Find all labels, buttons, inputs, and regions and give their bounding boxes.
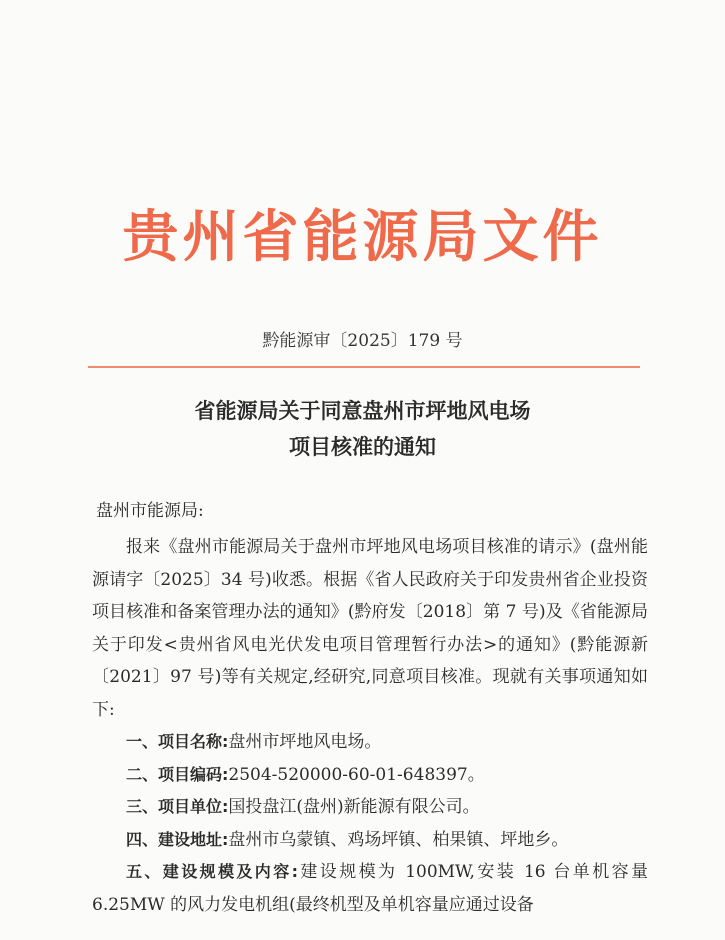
item-label: 三、项目单位: — [126, 797, 229, 816]
document-title-line-1: 省能源局关于同意盘州市坪地风电场 — [194, 399, 531, 423]
addressee: 盘州市能源局: — [96, 501, 204, 521]
item-text: 2504-520000-60-01-648397。 — [228, 764, 485, 785]
list-item — [92, 726, 648, 759]
item-label: 四、建设地址: — [126, 829, 229, 849]
item-text: 盘州市乌蒙镇、鸡场坪镇、柏果镇、坪地乡。 — [228, 829, 569, 850]
document-number: 黔能源审〔2025〕179 号 — [262, 331, 463, 351]
item-label: 二、项目编码: — [126, 764, 229, 784]
item-text: 盘州市坪地风电场。 — [228, 732, 382, 752]
list-item — [92, 759, 648, 792]
item-label: 一、项目名称: — [126, 732, 229, 751]
list-item — [92, 791, 648, 824]
list-item — [92, 856, 648, 921]
item-text: 国投盘江(盘州)新能源有限公司。 — [228, 797, 480, 817]
document-body — [92, 531, 648, 921]
item-label: 五、建设规模及内容: — [126, 862, 298, 881]
list-item — [92, 824, 648, 857]
item-text: 建设规模为 100MW,安装 16 台单机容量 6.25MW 的风力发电机组(最终机型及单机容量应通过设备 — [92, 862, 648, 915]
red-divider-line — [88, 366, 640, 368]
body-paragraph: 报来《盘州市能源局关于盘州市坪地风电场项目核准的请示》(盘州能源请字〔2025〕34 号)收悉。根据《省人民政府关于印发贵州省企业投资项目核准和备案管理办法的通知》(黔府发〔2018〕第 7 号)及《省能源局关于印发<贵州省风电光伏发电项目管理暂行办法>的通知》(黔能源新〔2021〕97 号)等有关规定,经研究,同意项目核准。现就有关事项通知如下: — [92, 537, 648, 720]
masthead: 贵州省能源局文件 — [122, 204, 603, 270]
document-title-line-2: 项目核准的通知 — [289, 435, 436, 459]
